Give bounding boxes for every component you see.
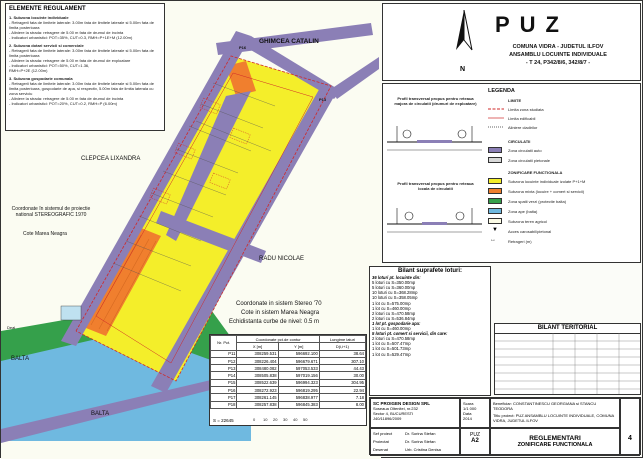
col-header: Nr. Pct.: [211, 336, 237, 351]
lake-label-1: BALTA: [11, 356, 30, 362]
neighbor-label-clepcea: CLEPCEA LIXANDRA: [81, 156, 141, 162]
legend-item: Subzona mixta (locuire + comert si servicii): [508, 189, 585, 194]
legend-panel: [382, 83, 641, 263]
setback-arrow-icon: ↔: [490, 237, 496, 243]
project-cell: [490, 398, 620, 428]
company-address: Sector 4, BUCURESTI: [373, 411, 414, 416]
table-row: P17 308261.145 596838.977 7.18: [211, 394, 366, 401]
sheet-number-cell: [620, 398, 640, 456]
legend-item: Zona ape (balta): [508, 209, 538, 214]
reg-section-title: 2. Subzona dotari servicii si comerciale: [9, 43, 84, 48]
deal-label: Deal: [7, 325, 16, 330]
legend-swatch-water: [488, 208, 502, 214]
drawing-title-cell: [490, 428, 620, 456]
north-label: N: [460, 66, 466, 73]
project-title: Titlu proiect: PUZ ANSAMBLU LOCUINTE INDIVIDUALE, COMUNA VIDRA, JUDETUL ILFOV: [493, 413, 614, 423]
project-line: ANSAMBLU LOCUINTE INDIVIDUALE: [509, 52, 607, 58]
lot-area-summary: [369, 266, 491, 396]
legend-swatch-ped: [488, 157, 502, 163]
plan-title: PUZ: [495, 12, 569, 37]
reg-line: - Aliniere la strada: retragere de 5.00 m fata de drumul de exploatare: [9, 58, 131, 63]
bilant-line: 1 lot cu S=460.00mp: [372, 305, 411, 311]
sheet-code: A2: [471, 438, 479, 444]
coord-note-echidistanta: Echidistanta curbe de nivel: 0.5 m: [229, 319, 320, 325]
bilant-line: 5 loturi cu S=350.00mp: [372, 280, 416, 286]
scale-label: Scara: [463, 401, 474, 406]
company-reg: J40/11896/2009: [373, 416, 402, 421]
profile-title-major: Profil transversal propus pentru reteaua majora de circulatii (drumuri de exploatare): [394, 96, 477, 106]
table-row: P14 308505.838 597019.156 30.00: [211, 372, 366, 379]
title-header: [382, 3, 641, 81]
legend-item: Aliniere cladirilor: [508, 125, 538, 130]
role-name: Dr. Sorina Stefan: [405, 439, 436, 444]
sheet-number: 4: [628, 435, 632, 442]
regulations-panel: [5, 3, 165, 131]
col-header: D(i,i+1): [319, 343, 365, 350]
legend-item: Subzona locuinte individuale izolate P+1+M: [508, 179, 586, 184]
role-name: Dr. Sorina Stefan: [405, 431, 436, 436]
company-name: SC PROIGEN DESIGN SRL: [373, 401, 431, 406]
drawing-title: REGLEMENTARI: [529, 435, 581, 442]
profile-title-local: Profil transversal propus pentru reteaua locala de circulatii: [397, 181, 474, 191]
bilant-line: 10 loturi cu S=358.05mp: [372, 295, 418, 301]
table-row: P16 308272.923 596819.295 22.94: [211, 387, 366, 394]
company-address: Soseaua Oltenitei, nr.232: [373, 406, 418, 411]
legend-swatch-road: [488, 147, 502, 153]
col-header: Y [m]: [278, 343, 319, 350]
legend-circ-title: CIRCULATII: [508, 139, 531, 144]
bilant-line: 2 loturi cu S=470.58mp: [372, 310, 416, 316]
commune-line: COMUNA VIDRA - JUDETUL ILFOV: [512, 44, 604, 50]
bilant-line: 2 loturi cu S=470.58mp: [372, 336, 416, 342]
table-row: P13 308480.082 597053.533 44.43: [211, 365, 366, 372]
reg-section-title: 1. Subzona locuinte individuale: [9, 15, 69, 20]
legend-item: Subzona teren agricol: [508, 219, 547, 224]
reg-line: - Retragerii fata de limitele laterale: 3.00m fata de limitele laterale si 5.00m fata de limita posterioara: [9, 20, 154, 30]
scale-tick: 10: [263, 417, 268, 422]
legend-item: Zona circulatii auto: [508, 148, 542, 153]
neighbor-label-radu: RADU NICOLAE: [259, 256, 305, 262]
phase-label: PUZ: [470, 432, 480, 438]
coord-note-marea: Cote in sistem Marea Neagra: [241, 310, 320, 316]
water-reservoir: [61, 306, 81, 320]
bilant-line: 1 lot cu S=460.00mp: [372, 326, 411, 332]
reg-line: - Aliniere la strada: retragere de 5.00 m fata de drumul de incinta: [9, 30, 124, 35]
date-value: 2014: [463, 416, 472, 421]
legend-swatch-residential: [488, 178, 502, 184]
legend-item: Zona circulatii pietonale: [508, 158, 551, 163]
bilant-line: 5 loturi cu S=360.00mp: [372, 285, 416, 291]
bilant-line: 1 lot cu S=529.47mp: [372, 351, 411, 357]
coord-note-stereo: Coordonate in sistem Stereo '70: [236, 301, 322, 307]
legend-swatch-green: [488, 198, 502, 204]
legend-limit-lines: [488, 106, 504, 136]
regulations-title: ELEMENTE REGULAMENT: [9, 6, 86, 12]
territorial-balance-title: BILANT TERITORIAL: [495, 324, 640, 334]
area-total: S = 22645: [213, 418, 234, 423]
bilant-line: 5 loturi pt. comert si servicii, din care:: [372, 331, 448, 337]
table-row: P18 308257.838 596845.383 8.00: [211, 401, 366, 408]
territorial-balance-grid: [495, 333, 640, 394]
col-group-header: Coordonate pct.de contur: [237, 336, 319, 343]
legend-item: Zona spatii verzi (protectie balta): [508, 199, 567, 204]
drawing-subtitle: ZONIFICARE FUNCTIONALA: [517, 442, 593, 448]
point-label-p16: P16: [239, 45, 247, 50]
company-cell: [370, 398, 460, 428]
legend-item: Acces carosabil/pietonal: [508, 229, 552, 234]
role-label: Desenat: [373, 447, 388, 452]
legend-item: Limita zona studiata: [508, 107, 544, 112]
scale-cell: [460, 398, 490, 428]
reg-line: - Indicatori urbanistici: POT=35%, CUT=0.3, RMH=P+1E+M (12.00m): [9, 35, 133, 40]
beneficiary: Beneficiar: CONSTANTINESCU GEORGIANA si STANCU TEODORA: [493, 401, 597, 411]
role-label: Proiectat: [373, 439, 389, 444]
role-label: Sef proiect: [373, 431, 393, 436]
title-block: [369, 397, 641, 455]
reg-line: - Retragerii fata de limitele laterale: 3.00m fata de limitele laterale si 5.00m fata de limita posterioara, gospodarie de apa, si respectiv, 5.00m fata de limita laterala cu zona serviciu: [9, 81, 154, 96]
road-profile-major: [387, 120, 482, 154]
legend-item: Limita edificabil: [508, 116, 536, 121]
legend-swatch-agri: [488, 218, 502, 224]
reg-line: - Retragerii fata de limitele laterale: 3.00m fata de limitele laterale si 5.00m fata de limita posterioara: [9, 48, 154, 58]
projection-note: Coordonate în sistemul de proiectie national STEREOGRAFIC 1970: [11, 206, 91, 218]
scale-tick: 40: [293, 417, 298, 422]
access-arrow-icon: ▼: [492, 227, 498, 233]
territorial-balance-table: [494, 323, 641, 395]
table-row: P15 308522.639 596994.323 304.95: [211, 379, 366, 386]
scale-tick: 20: [273, 417, 278, 422]
scale-tick: 0: [253, 417, 256, 422]
north-arrow-icon: [453, 10, 475, 70]
reg-line: - Indicatori urbanistici: POT=50%, CUT=1.36,: [9, 63, 90, 68]
table-row: P12 308226.404 596679.671 307.10: [211, 357, 366, 364]
parcel-line: - T 24, P342/8/6, 342/8/7 -: [525, 60, 591, 66]
bilant-line: 1 lot cu S=501.73mp: [372, 346, 411, 352]
lake-label-2: BALTA: [91, 411, 110, 417]
reg-line: - Indicatori urbanistici: POT=20%, CUT=0.2, RMH=P (6.00m): [9, 101, 118, 106]
bilant-title: Bilant suprafete loturi:: [397, 268, 462, 274]
col-header: Lungime laturi: [319, 336, 365, 343]
datum-note: Cote Marea Neagra: [23, 231, 67, 237]
legend-swatch-mixed: [488, 188, 502, 194]
legend-zon-title: ZONIFICARE FUNCTIONALA: [508, 170, 563, 175]
legend-item: Retrageri (m): [508, 239, 532, 244]
neighbor-label-ghimcea: GHIMCEA CATALIN: [259, 38, 319, 45]
point-label-p13: P13: [319, 97, 327, 102]
bilant-line: 1 lot pt. gospodarie apa:: [372, 320, 421, 326]
date-label: Data: [463, 411, 472, 416]
scale-tick: 50: [303, 417, 308, 422]
bilant-line: 1 lot cu S=507.47mp: [372, 341, 411, 347]
bilant-line: 36 loturi pt. locuinte din:: [372, 275, 421, 281]
road-profile-local: [387, 202, 482, 236]
table-row: P11 308259.531 596692.100 38.64: [211, 350, 366, 357]
legend-title: LEGENDA: [488, 88, 515, 94]
roles-cell: [370, 428, 460, 456]
reg-line: RMH=P+2E (12.00m): [9, 68, 48, 73]
legend-limite-title: LIMITE: [508, 98, 522, 103]
scale-value: 1/1 000: [463, 406, 477, 411]
bilant-line: 2 loturi cu S=536.84mp: [372, 315, 416, 321]
phase-cell: [460, 428, 490, 456]
reg-line: - Aliniere la strada: retragere de 5.00 m fata de drumul de incinta: [9, 96, 124, 101]
role-name: Urb. Cristina Denisa: [405, 447, 441, 452]
bilant-line: 10 loturi cu S=368.28mp: [372, 290, 418, 296]
coordinates-table: [209, 334, 367, 426]
col-header: X [m]: [237, 343, 278, 350]
reg-section-title: 3. Subzona gospodarie comunala: [9, 76, 73, 81]
scale-tick: 30: [283, 417, 288, 422]
bilant-line: 1 lot cu S=575.00mp: [372, 300, 411, 306]
